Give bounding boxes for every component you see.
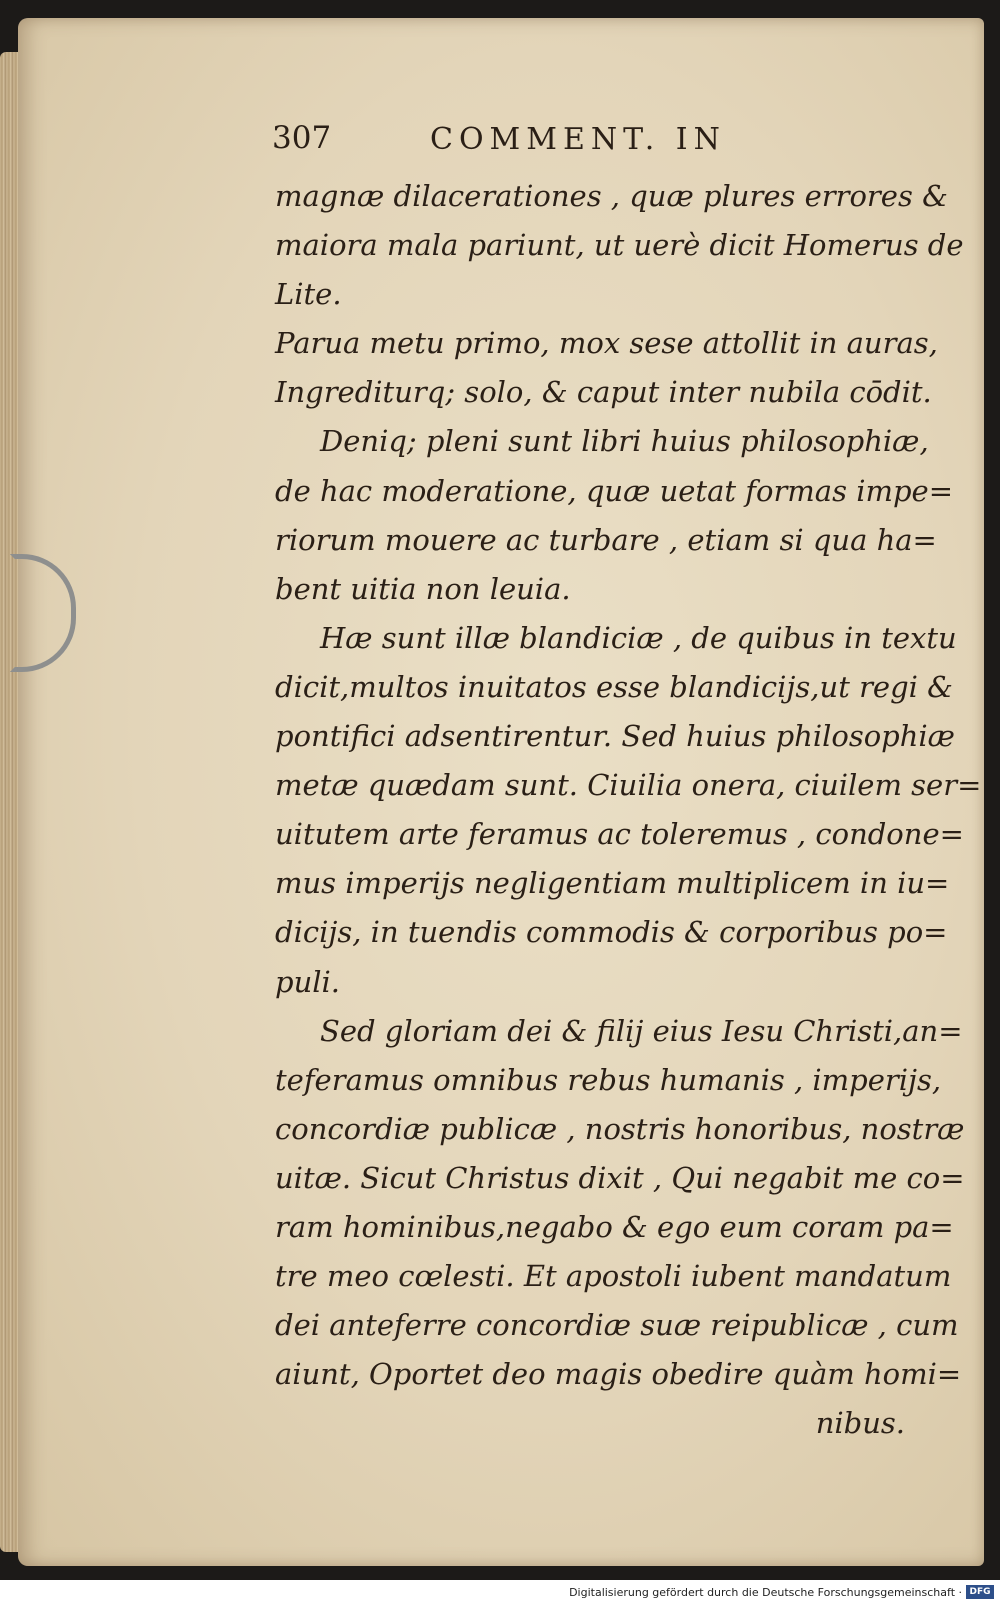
- text-line: aiunt, Oportet deo magis obedire quàm homi=: [275, 1357, 962, 1392]
- funding-credit: Digitalisierung gefördert durch die Deutsche Forschungsgemeinschaft ·: [569, 1586, 962, 1599]
- text-line: uitæ. Sicut Christus dixit , Qui negabit me co=: [275, 1160, 965, 1195]
- text-line: dicit,multos inuitatos esse blandicijs,ut regi &: [275, 669, 953, 704]
- catchword-line: nibus.: [815, 1406, 905, 1441]
- verse-line: Ingrediturq; solo, & caput inter nubila cōdit.: [275, 375, 932, 410]
- paragraph-start-line: Sed gloriam dei & filij eius Iesu Christi,an=: [320, 1013, 963, 1048]
- text-line: de hac moderatione, quæ uetat formas impe=: [275, 473, 953, 508]
- text-line: pontifici adsentirentur. Sed huius philosophiæ: [275, 719, 955, 754]
- paragraph-start-line: Deniq; pleni sunt libri huius philosophiæ,: [320, 424, 929, 459]
- text-line: riorum mouere ac turbare , etiam si qua ha=: [275, 522, 937, 557]
- paragraph-start-line: Hæ sunt illæ blandiciæ , de quibus in textu: [320, 620, 957, 655]
- text-line: Lite.: [275, 277, 342, 312]
- page-header: [272, 120, 832, 160]
- verse-line: Parua metu primo, mox sese attollit in auras,: [275, 326, 938, 361]
- text-line: uitutem arte feramus ac toleremus , condone=: [275, 817, 964, 852]
- text-line: maiora mala pariunt, ut uerè dicit Homerus de: [275, 228, 964, 263]
- running-title: COMMENT. IN: [430, 122, 726, 157]
- text-line: concordiæ publicæ , nostris honoribus, nostræ: [275, 1111, 965, 1146]
- text-line: mus imperijs negligentiam multiplicem in iu=: [275, 866, 950, 901]
- text-line: bent uitia non leuia.: [275, 571, 571, 606]
- text-line: ram hominibus,negabo & ego eum coram pa=: [275, 1209, 954, 1244]
- text-line: metæ quædam sunt. Ciuilia onera, ciuilem ser=: [275, 768, 982, 803]
- text-line: dicijs, in tuendis commodis & corporibus po=: [275, 915, 948, 950]
- text-line: dei anteferre concordiæ suæ reipublicæ , cum: [275, 1308, 959, 1343]
- text-line: teferamus omnibus rebus humanis , imperijs,: [275, 1062, 942, 1097]
- body-text: [275, 172, 982, 1448]
- text-line: tre meo cœlesti. Et apostoli iubent mandatum: [275, 1259, 952, 1294]
- text-line: magnæ dilacerationes , quæ plures errores &: [275, 179, 948, 213]
- text-line: puli.: [275, 964, 341, 999]
- page-number: 307: [272, 120, 332, 156]
- dfg-logo: DFG: [966, 1585, 994, 1599]
- footer-bar: [0, 1580, 1000, 1607]
- binding-ring: [10, 554, 76, 672]
